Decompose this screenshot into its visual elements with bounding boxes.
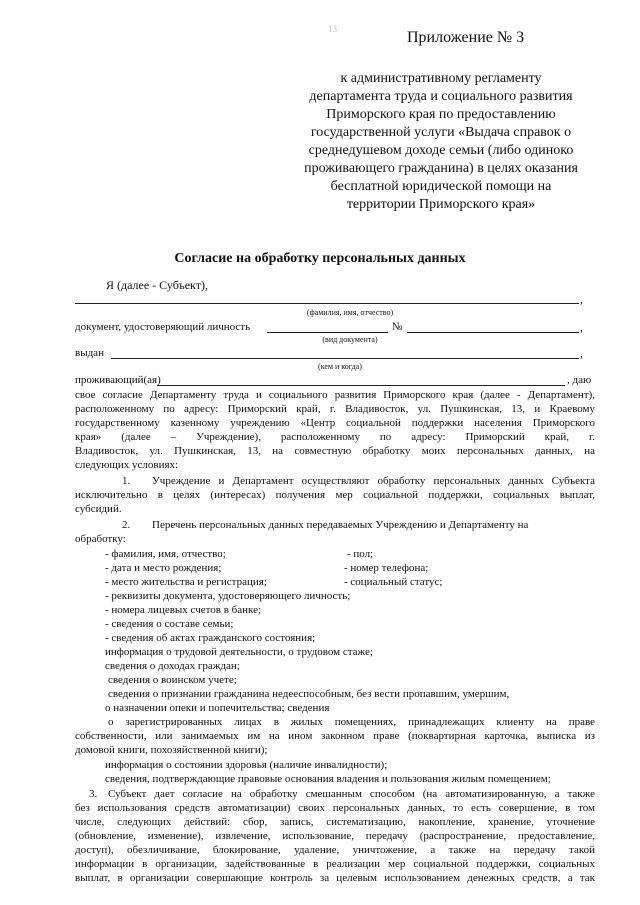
list-item: информация о трудовой деятельности, о трудовом стаже;: [105, 646, 373, 658]
page-number: 13: [328, 24, 337, 34]
document-number-field[interactable]: [407, 332, 579, 333]
issued-label: выдан: [75, 347, 104, 359]
clause-3-line: выплат, в организации совершающие контроль за целевым использованием денежных средств, а так: [75, 872, 595, 884]
list-item: - фамилия, имя, отчество;: [105, 548, 226, 560]
caption-issued: (кем и когда): [318, 362, 362, 371]
give-label: , даю: [567, 374, 592, 386]
number-sign: №: [392, 321, 403, 333]
issued-comma: ,: [580, 346, 583, 360]
clause-1-number: 1.: [122, 475, 131, 487]
list-item: информация о состоянии здоровья (наличие инвалидности);: [105, 759, 388, 771]
subject-label: Я (далее - Субъект),: [106, 278, 208, 292]
list-item: сведения о признании гражданина недееспособным, без вести пропавшим, умершим,: [108, 688, 510, 700]
consent-line: края» (далее – Учреждение), расположенному по адресу: Приморский край, г.: [75, 431, 595, 443]
document-title: Согласие на обработку персональных данных: [174, 251, 466, 266]
housing-line: домовой книги, похозяйственной книги);: [75, 744, 268, 756]
list-item: сведения о доходах граждан;: [105, 660, 240, 672]
residing-label: проживающий(ая): [75, 374, 161, 386]
header-line: департамента труда и социального развития: [309, 89, 573, 104]
housing-line: о зарегистрированных лицах в жилых помещениях, принадлежащих клиенту на праве: [108, 716, 595, 728]
list-item: - дата и место рождения;: [105, 562, 222, 574]
clause-3-line: доступ), обезличивание, блокирование, удаление, уничтожение, а также на передачу такой: [75, 844, 595, 856]
clause-2-line: Перечень персональных данных передаваемых Учреждению и Департаменту на: [152, 519, 529, 531]
header-line: к административному регламенту: [340, 71, 542, 86]
caption-doc-type: (вид документа): [322, 335, 378, 344]
clause-2-number: 2.: [122, 519, 131, 531]
fio-field[interactable]: [75, 303, 579, 304]
document-comma: ,: [580, 320, 583, 334]
list-item: - реквизиты документа, удостоверяющего личность;: [105, 590, 351, 602]
clause-1-line: Учреждение и Департамент осуществляют обработку персональных данных Субъекта: [152, 475, 595, 487]
header-line: государственной услуги «Выдача справок о: [310, 125, 572, 140]
document-label: документ, удостоверяющий личность: [75, 321, 251, 333]
clause-1-line: субсидий.: [75, 503, 122, 515]
consent-line: следующих условиях:: [75, 459, 179, 471]
list-item: - сведения об актах гражданского состояния;: [105, 632, 316, 644]
list-item: о назначении опеки и попечительства; сведения: [105, 702, 330, 714]
clause-2-line: обработку:: [75, 533, 126, 545]
header-block: [270, 70, 612, 214]
list-item: сведения о воинском учете;: [108, 674, 237, 686]
issued-field[interactable]: [111, 358, 579, 359]
list-item: - сведения о составе семьи;: [105, 618, 234, 630]
clause-3-line: без использования средств автоматизации) своих персональных данных, то есть совершение, в том: [75, 802, 595, 814]
list-item: - место жительства и регистрация;: [105, 576, 267, 588]
clause-3-line: Субъект дает согласие на обработку смешанным способом (на автоматизированную, а также: [108, 788, 595, 800]
header-line: среднедушевом доходе семьи (либо одиноко: [308, 143, 574, 158]
header-line: территории Приморского края»: [346, 197, 536, 212]
caption-fio: (фамилия, имя, отчество): [306, 308, 394, 317]
list-item: - номера лицевых счетов в банке;: [105, 604, 262, 616]
consent-line: свое согласие Департаменту труда и социального развития Приморского края (далее - Департамент),: [75, 389, 595, 401]
clause-3-number: 3.: [89, 788, 98, 800]
clause-3-line: информации в организации, задействованные в реализации мер социальной поддержки, социальных: [75, 858, 595, 870]
consent-line: государственному казенному учреждению «Центр социальной поддержки населения Приморского: [75, 417, 595, 429]
consent-line: расположенному по адресу: Приморский край, г. Владивосток, ул. Пушкинская, 13, и Краевому: [75, 403, 595, 415]
header-line: Приморского края по предоставлению: [326, 107, 556, 122]
appendix-title: Приложение № 3: [407, 29, 525, 46]
fio-comma: ,: [580, 292, 583, 306]
list-item: - пол;: [347, 548, 374, 560]
header-line: проживающего гражданина) в целях оказания: [304, 161, 578, 176]
document-type-field[interactable]: [267, 332, 388, 333]
address-field[interactable]: [157, 385, 565, 386]
housing-line: собственности, или занимаемых им на ином законном праве (поквартирная карточка, выписка из: [75, 730, 595, 742]
clause-3-line: числе, следующих действий: сбор, запись, систематизацию, накопление, хранение, уточнение: [75, 816, 595, 828]
clause-3-line: (обновление, изменение), извлечение, использование, передачу (распространение, предоставление,: [75, 830, 595, 842]
list-item: - номер телефона;: [344, 562, 429, 574]
clause-1-line: исключительно в целях (интересах) получения мер социальной поддержки, социальных выплат,: [75, 489, 595, 501]
list-item: - социальный статус;: [344, 576, 443, 588]
consent-line: Владивосток, ул. Пушкинская, 13, на совместную обработку моих персональных данных, на: [75, 445, 595, 457]
header-line: бесплатной юридической помощи на: [330, 179, 552, 194]
list-item: сведения, подтверждающие правовые основания владения и пользования жилым помещением;: [105, 773, 551, 785]
